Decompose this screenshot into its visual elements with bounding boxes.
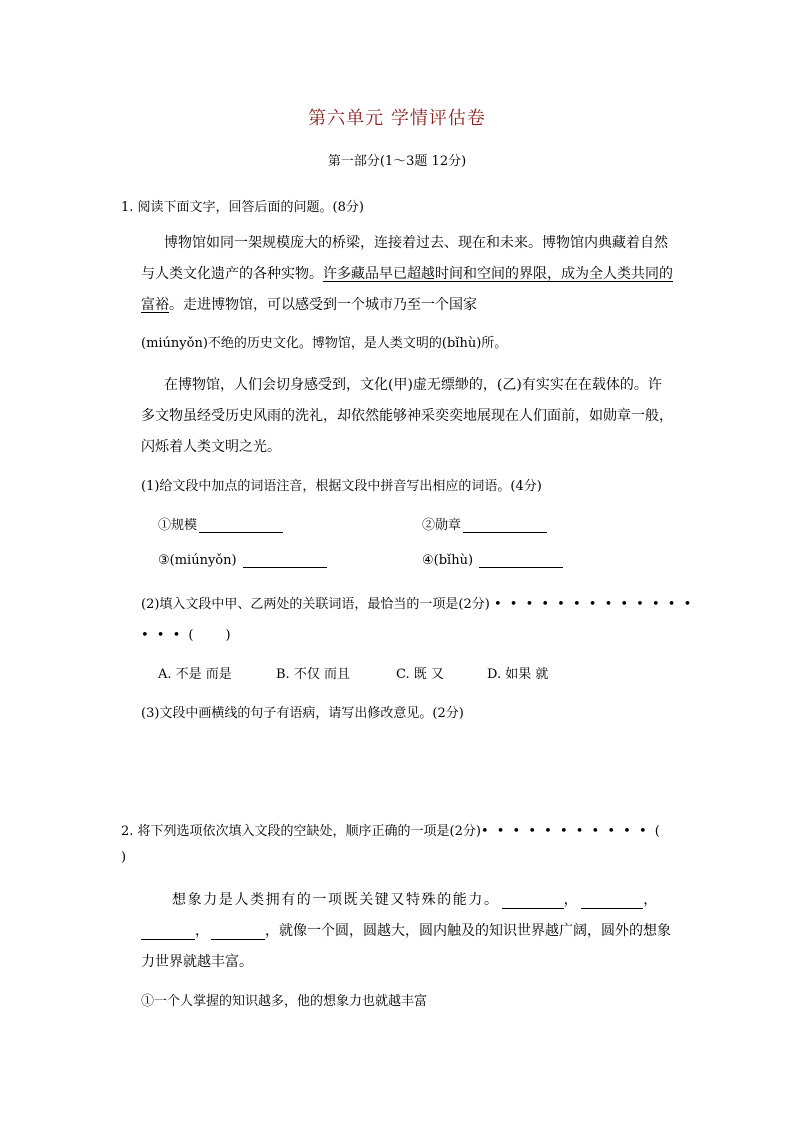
passage-3-line [141, 920, 671, 940]
answer-item-3 [158, 553, 327, 568]
item-label: ③(miúnyǒn) [158, 553, 237, 568]
leader-dots: • • • • • • • • • • • ( [480, 824, 662, 839]
passage-text: 与人类文化遗产的各种实物。 [141, 266, 323, 282]
passage-2-line: 多文物虽经受历史风雨的洗礼，却依然能够神采奕奕地展现在人们面前，如勋章一般， [141, 408, 673, 424]
question-text: 2. 将下列选项依次填入文段的空缺处，顺序正确的一项是(2分) [121, 824, 481, 839]
passage-text: 。走进博物馆，可以感受到一个城市乃至一个国家 [169, 297, 477, 313]
leader-dots: • • • • • • • • • • • • • [493, 597, 694, 612]
fill-blank-3[interactable] [141, 925, 195, 940]
option-c: C. 既 又 [396, 667, 444, 682]
answer-blank[interactable] [463, 518, 547, 533]
passage-1-line: (miúnyǒn)不绝的历史文化。博物馆，是人类文明的(bǐhù)所。 [141, 336, 508, 351]
item-label: ④(bǐhù) [422, 553, 474, 568]
passage-2-line: 闪烁着人类文明之光。 [141, 439, 281, 455]
option-b: B. 不仅 而且 [276, 667, 350, 682]
item-label: ②勋章 [422, 518, 462, 533]
sub-question-2 [141, 593, 693, 612]
page-title: 第六单元 学情评估卷 [308, 108, 486, 129]
punctuation: ， [643, 892, 659, 908]
answer-blank[interactable] [243, 553, 327, 568]
fill-blank-4[interactable] [211, 925, 265, 940]
answer-item-1 [158, 514, 283, 533]
question-1-stem: 1. 阅读下面文字，回答后面的问题。(8分) [121, 200, 364, 215]
option-a: A. 不是 而是 [158, 667, 232, 682]
answer-blank[interactable] [199, 518, 283, 533]
passage-1-line: 博物馆如同一架规模庞大的桥梁，连接着过去、现在和未来。博物馆内典藏着自然 [164, 235, 668, 251]
passage-1-line [141, 294, 477, 314]
passage-3-line: 力世界就越丰富。 [141, 954, 253, 970]
sub-question-1: (1)给文段中加点的词语注音，根据文段中拼音写出相应的词语。(4分) [141, 479, 542, 494]
answer-item-2 [422, 514, 547, 533]
question-2-stem [121, 820, 662, 839]
answer-blank[interactable] [479, 553, 563, 568]
leader-dots-bracket: • • • ( ) [141, 628, 233, 643]
option-d: D. 如果 就 [487, 667, 549, 682]
choice-1: ①一个人掌握的知识越多，他的想象力也就越丰富 [141, 994, 428, 1009]
sub-question-3: (3)文段中画横线的句子有语病，请写出修改意见。(2分) [141, 706, 464, 721]
passage-3-line [172, 889, 659, 909]
passage-text: 想象力是人类拥有的一项既关键又特殊的能力。 [172, 892, 500, 908]
punctuation: ， [195, 923, 209, 939]
underlined-sentence: 许多藏品早已超越时间和空间的界限，成为全人类共同的 [323, 266, 673, 282]
fill-blank-2[interactable] [581, 894, 643, 909]
passage-1-line [141, 263, 673, 283]
underlined-sentence-end: 富裕 [141, 297, 169, 313]
answer-item-4 [422, 553, 563, 568]
question-2-bracket: ) [121, 850, 127, 865]
section-heading: 第一部分(1～3题 12分) [327, 154, 467, 169]
passage-text: ，就像一个圆，圆越大，圆内触及的知识世界越广阔，圆外的想象 [265, 923, 671, 939]
fill-blank-1[interactable] [502, 894, 564, 909]
item-label: ①规模 [158, 518, 198, 533]
passage-2-line: 在博物馆，人们会切身感受到，文化(甲)虚无缥缈的，(乙)有实实在在载体的。许 [164, 377, 662, 393]
sub-question-text: (2)填入文段中甲、乙两处的关联词语，最恰当的一项是(2分) [141, 597, 490, 612]
punctuation: ， [563, 892, 580, 908]
